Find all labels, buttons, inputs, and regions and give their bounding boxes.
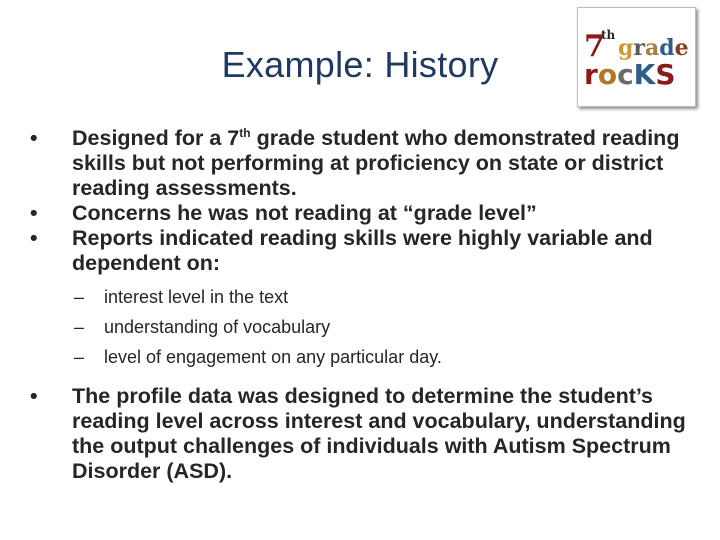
slide-title: Example: History <box>221 44 499 85</box>
bullet-text: The profile data was designed to determine the student’s reading level across interest and vocabulary, understanding the output challenges of individuals with Autism Spectrum Disorder (ASD). <box>72 384 686 483</box>
svg-text:rocKS: rocKS <box>584 58 676 91</box>
sub-item <box>24 312 704 342</box>
bullet-text: Reports indicated reading skills were highly variable and dependent on: <box>72 226 653 275</box>
sub-item-text: understanding of vocabulary <box>104 317 331 337</box>
sub-item <box>24 342 704 372</box>
bullet-dot: • <box>30 201 38 225</box>
sub-item-text: level of engagement on any particular day. <box>104 347 442 367</box>
sub-dash: – <box>74 287 85 307</box>
bullet-item <box>24 384 704 484</box>
bullet-text-part: grade student who demonstrated reading skills but not performing at proficiency on state or district reading assessments. <box>72 126 680 200</box>
svg-text:grade: grade <box>618 35 689 61</box>
bullet-dot: • <box>30 126 38 150</box>
bullet-dot: • <box>30 384 38 408</box>
bullet-dot: • <box>30 226 38 250</box>
sub-item-text: interest level in the text <box>104 287 289 307</box>
bullet-item <box>24 226 704 276</box>
sub-item <box>24 282 704 312</box>
bullet-item <box>24 201 704 226</box>
svg-text:th: th <box>601 28 616 42</box>
bullet-text-part: Designed for a 7 <box>72 126 240 150</box>
bullet-item <box>24 126 704 201</box>
sub-dash: – <box>74 317 85 337</box>
sub-dash: – <box>74 347 85 367</box>
svg-text:7: 7 <box>584 29 605 64</box>
bullet-text: Concerns he was not reading at “grade level” <box>72 201 537 225</box>
superscript: th <box>239 126 251 140</box>
7th-grade-rocks-logo <box>577 7 696 107</box>
slide-content <box>24 126 704 484</box>
